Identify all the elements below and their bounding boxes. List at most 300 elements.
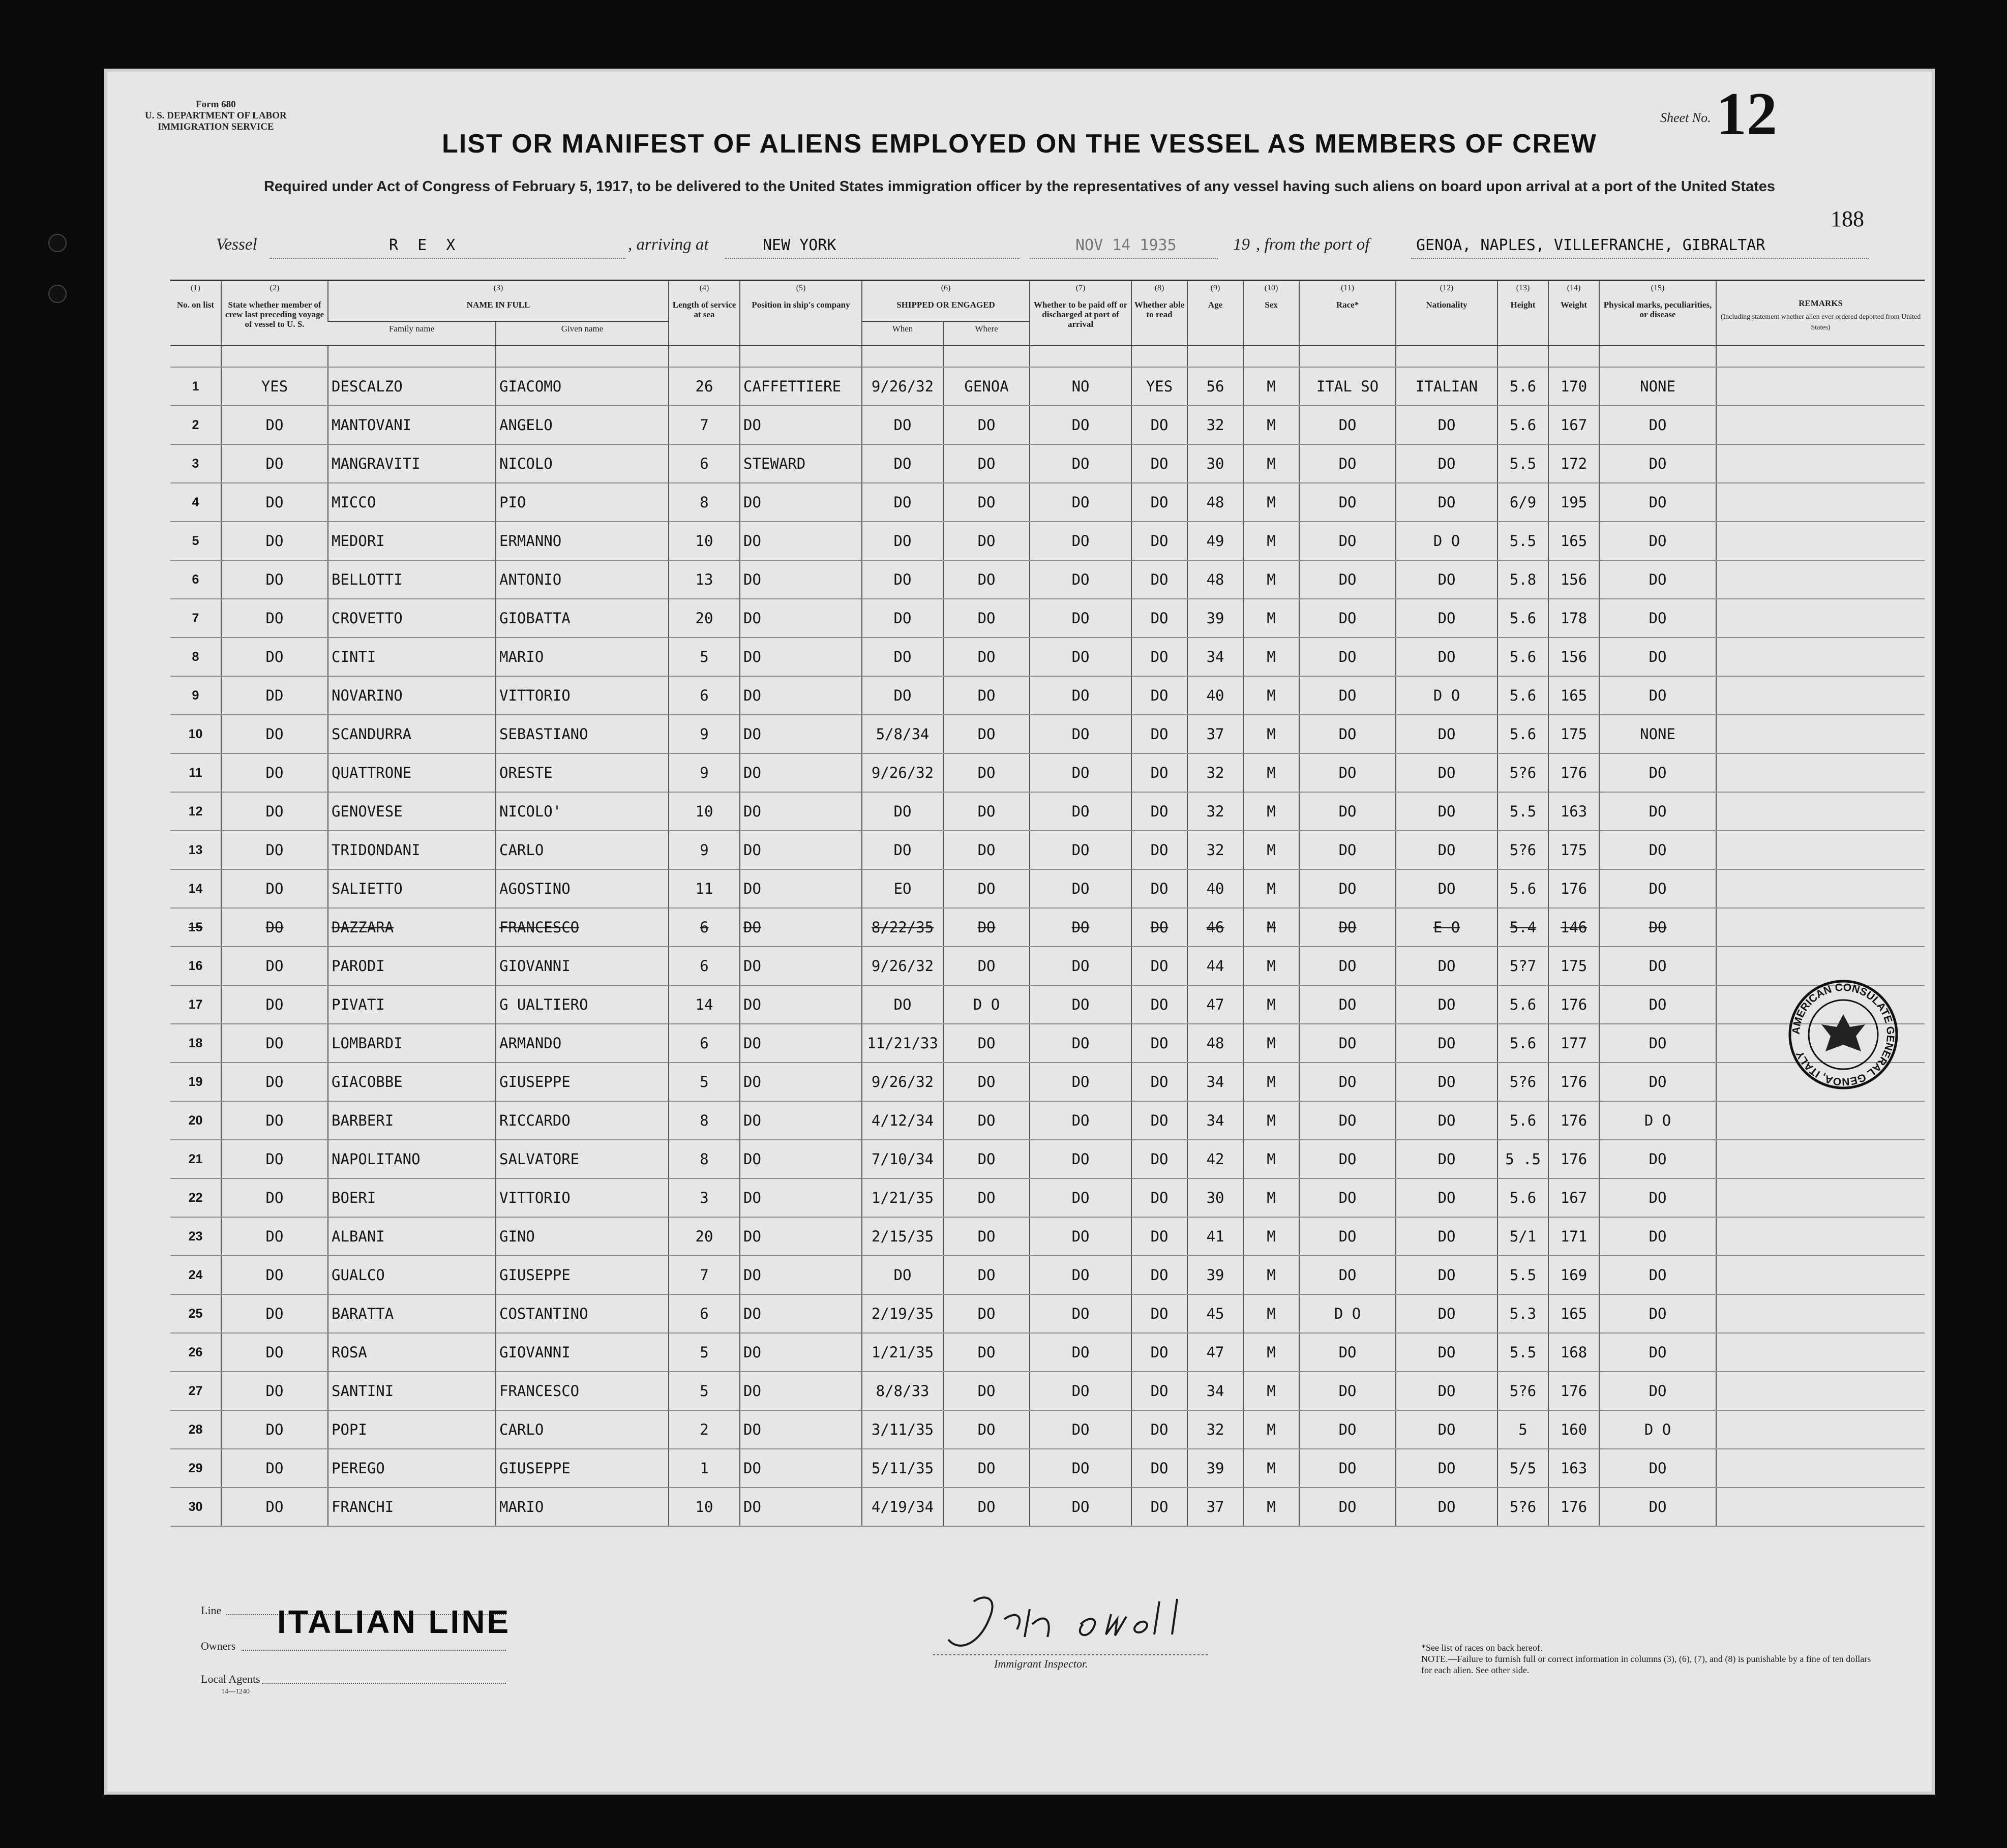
remarks-cell [1716,676,1925,715]
remarks-cell [1716,1140,1925,1178]
race-cell: DO [1299,1178,1396,1217]
position-cell: DO [740,1256,862,1294]
race-cell: DO [1299,908,1396,947]
paid-off-cell: DO [1030,1333,1131,1372]
age-cell: 48 [1187,1024,1243,1063]
physical-marks-cell: DO [1599,947,1716,985]
sex-cell: M [1243,599,1299,638]
position-cell: DO [740,1217,862,1256]
race-cell: DO [1299,406,1396,444]
col-header-no: (1) No. on list [170,281,221,346]
shipped-when-cell: 2/15/35 [862,1217,943,1256]
shipped-where-cell: DO [943,1449,1030,1488]
family-name-cell: BOERI [328,1178,496,1217]
position-cell: DO [740,1372,862,1410]
race-cell: DO [1299,638,1396,676]
remarks-cell [1716,1178,1925,1217]
nationality-cell: DO [1396,1410,1497,1449]
shipped-where-cell: DO [943,1488,1030,1526]
table-spacer [170,346,1925,367]
able-to-read-cell: DO [1131,908,1187,947]
able-to-read-cell: DO [1131,522,1187,560]
age-cell: 47 [1187,985,1243,1024]
able-to-read-cell: DO [1131,753,1187,792]
sex-cell: M [1243,483,1299,522]
nationality-cell: DO [1396,1372,1497,1410]
race-cell: DO [1299,483,1396,522]
service-length-cell: 20 [669,599,740,638]
race-cell: DO [1299,715,1396,753]
age-cell: 47 [1187,1333,1243,1372]
given-name-cell: GIUSEPPE [496,1449,669,1488]
remarks-cell [1716,1410,1925,1449]
table-row [170,676,1925,715]
given-name-cell: GIOVANNI [496,1333,669,1372]
sex-cell: M [1243,1410,1299,1449]
paid-off-cell: DO [1030,1024,1131,1063]
family-name-cell: DESCALZO [328,367,496,406]
nationality-cell: DO [1396,1178,1497,1217]
race-cell: DO [1299,792,1396,831]
weight-cell: 175 [1548,831,1599,869]
height-cell: 5?6 [1497,831,1548,869]
service-length-cell: 6 [669,676,740,715]
race-cell: DO [1299,1024,1396,1063]
table-row [170,947,1925,985]
family-name-cell: MANTOVANI [328,406,496,444]
table-row [170,908,1925,947]
table-row [170,1217,1925,1256]
position-cell: DO [740,985,862,1024]
row-number-cell: 22 [170,1178,221,1217]
position-cell: DO [740,1140,862,1178]
given-name-cell: RICCARDO [496,1101,669,1140]
col-header-where: Where [943,321,1030,346]
row-number-cell: 4 [170,483,221,522]
paid-off-cell: DO [1030,1449,1131,1488]
age-cell: 32 [1187,406,1243,444]
service-length-cell: 6 [669,1024,740,1063]
vessel-name: R E X [389,236,461,254]
nationality-cell: DO [1396,1256,1497,1294]
nationality-cell: DO [1396,1333,1497,1372]
col-header-weight: (14) Weight [1548,281,1599,346]
height-cell: 5.5 [1497,522,1548,560]
weight-cell: 165 [1548,522,1599,560]
col-header-service: (4) Length of service at sea [669,281,740,346]
nationality-cell: E O [1396,908,1497,947]
physical-marks-cell: NONE [1599,715,1716,753]
paid-off-cell: DO [1030,638,1131,676]
given-name-cell: NICOLO' [496,792,669,831]
height-cell: 5.6 [1497,869,1548,908]
col-header-paid-off: (7) Whether to be paid off or discharged at port of arrival [1030,281,1131,346]
agents-label: Local Agents [201,1673,260,1685]
able-to-read-cell: DO [1131,947,1187,985]
sex-cell: M [1243,753,1299,792]
age-cell: 34 [1187,1101,1243,1140]
given-name-cell: ORESTE [496,753,669,792]
physical-marks-cell: D O [1599,1101,1716,1140]
table-row [170,1256,1925,1294]
col-header-name: (3) NAME IN FULL [328,281,669,321]
height-cell: 6/9 [1497,483,1548,522]
nationality-cell: DO [1396,947,1497,985]
crew-status-cell: DO [221,1449,328,1488]
nationality-cell: D O [1396,522,1497,560]
service-length-cell: 14 [669,985,740,1024]
sex-cell: M [1243,1063,1299,1101]
sex-cell: M [1243,638,1299,676]
inspector-signature [928,1589,1213,1660]
crew-status-cell: DO [221,1140,328,1178]
family-name-cell: BARATTA [328,1294,496,1333]
table-row [170,483,1925,522]
shipped-when-cell: DO [862,444,943,483]
row-number-cell: 29 [170,1449,221,1488]
stamp-number: 188 [1831,206,1864,231]
col-header-shipped: (6) SHIPPED OR ENGAGED [862,281,1030,321]
family-name-cell: QUATTRONE [328,753,496,792]
row-number-cell: 25 [170,1294,221,1333]
physical-marks-cell: DO [1599,676,1716,715]
remarks-cell [1716,869,1925,908]
eagle-icon [1821,1014,1865,1051]
given-name-cell: SALVATORE [496,1140,669,1178]
family-name-cell: MANGRAVITI [328,444,496,483]
service-length-cell: 9 [669,715,740,753]
col-header-nationality: (12) Nationality [1396,281,1497,346]
age-cell: 34 [1187,638,1243,676]
sex-cell: M [1243,1178,1299,1217]
weight-cell: 195 [1548,483,1599,522]
paid-off-cell: DO [1030,792,1131,831]
crew-status-cell: DO [221,947,328,985]
nationality-cell: DO [1396,1024,1497,1063]
sex-cell: M [1243,522,1299,560]
able-to-read-cell: DO [1131,1101,1187,1140]
remarks-cell [1716,560,1925,599]
physical-marks-cell: DO [1599,1449,1716,1488]
shipped-when-cell: 9/26/32 [862,753,943,792]
vessel-label: Vessel [216,235,257,254]
shipped-where-cell: DO [943,599,1030,638]
physical-marks-cell: DO [1599,599,1716,638]
height-cell: 5.6 [1497,367,1548,406]
position-cell: DO [740,1024,862,1063]
remarks-cell [1716,1488,1925,1526]
shipped-when-cell: EO [862,869,943,908]
departure-ports: GENOA, NAPLES, VILLEFRANCHE, GIBRALTAR [1416,236,1765,254]
table-row [170,753,1925,792]
form-identifier [145,99,287,133]
owners-label: Owners [201,1640,236,1652]
age-cell: 32 [1187,1410,1243,1449]
shipped-where-cell: DO [943,483,1030,522]
race-cell: DO [1299,947,1396,985]
position-cell: DO [740,715,862,753]
physical-marks-cell: DO [1599,1178,1716,1217]
remarks-cell [1716,1333,1925,1372]
crew-status-cell: DO [221,1217,328,1256]
row-number-cell: 9 [170,676,221,715]
penalty-note: NOTE.—Failure to furnish full or correct information in columns (3), (6), (7), and (8) is punishable by a fine of ten dollars for each alien. See other side. [1421,1654,1871,1675]
paid-off-cell: DO [1030,406,1131,444]
family-name-cell: ROSA [328,1333,496,1372]
row-number-cell: 16 [170,947,221,985]
remarks-cell [1716,1372,1925,1410]
crew-status-cell: DO [221,1256,328,1294]
sex-cell: M [1243,792,1299,831]
height-cell: 5?6 [1497,1063,1548,1101]
able-to-read-cell: DO [1131,560,1187,599]
height-cell: 5.3 [1497,1294,1548,1333]
able-to-read-cell: DO [1131,1178,1187,1217]
remarks-cell [1716,1217,1925,1256]
col-header-marks: (15) Physical marks, peculiarities, or disease [1599,281,1716,346]
race-cell: DO [1299,1488,1396,1526]
sex-cell: M [1243,831,1299,869]
shipped-where-cell: DO [943,869,1030,908]
position-cell: DO [740,908,862,947]
nationality-cell: DO [1396,792,1497,831]
paid-off-cell: DO [1030,676,1131,715]
weight-cell: 176 [1548,1140,1599,1178]
sex-cell: M [1243,676,1299,715]
paid-off-cell: DO [1030,483,1131,522]
race-cell: DO [1299,1372,1396,1410]
shipped-where-cell: DO [943,1178,1030,1217]
physical-marks-cell: DO [1599,1294,1716,1333]
position-cell: DO [740,792,862,831]
given-name-cell: FRANCESCO [496,1372,669,1410]
row-number-cell: 8 [170,638,221,676]
paid-off-cell: NO [1030,367,1131,406]
able-to-read-cell: DO [1131,1449,1187,1488]
physical-marks-cell: DO [1599,1063,1716,1101]
family-name-cell: CINTI [328,638,496,676]
service-length-cell: 1 [669,1449,740,1488]
race-cell: DO [1299,753,1396,792]
table-row [170,831,1925,869]
shipped-where-cell: DO [943,1063,1030,1101]
height-cell: 5.6 [1497,676,1548,715]
weight-cell: 176 [1548,1488,1599,1526]
position-cell: DO [740,1101,862,1140]
manifest-sheet [104,69,1935,1795]
position-cell: DO [740,560,862,599]
table-row [170,638,1925,676]
given-name-cell: GIUSEPPE [496,1256,669,1294]
shipped-where-cell: D O [943,985,1030,1024]
paid-off-cell: DO [1030,522,1131,560]
height-cell: 5.8 [1497,560,1548,599]
family-name-cell: MEDORI [328,522,496,560]
row-number-cell: 18 [170,1024,221,1063]
age-cell: 46 [1187,908,1243,947]
race-cell: DO [1299,831,1396,869]
page-subtitle: Required under Act of Congress of February 5, 1917, to be delivered to the United States immigration officer by the representatives of any vessel having such aliens on board upon arrival at a port of the United States [263,178,1776,195]
given-name-cell: FRANCESCO [496,908,669,947]
service-length-cell: 3 [669,1178,740,1217]
nationality-cell: DO [1396,406,1497,444]
physical-marks-cell: DO [1599,406,1716,444]
paid-off-cell: DO [1030,1372,1131,1410]
weight-cell: 175 [1548,947,1599,985]
position-cell: DO [740,831,862,869]
sex-cell: M [1243,1256,1299,1294]
able-to-read-cell: DO [1131,1063,1187,1101]
table-row [170,1101,1925,1140]
physical-marks-cell: DO [1599,1333,1716,1372]
able-to-read-cell: DO [1131,985,1187,1024]
weight-cell: 165 [1548,676,1599,715]
col-header-remarks: REMARKS (Including statement whether alien ever ordered deported from United States) [1716,281,1925,346]
able-to-read-cell: DO [1131,1488,1187,1526]
age-cell: 32 [1187,753,1243,792]
paid-off-cell: DO [1030,1256,1131,1294]
physical-marks-cell: DO [1599,444,1716,483]
height-cell: 5.6 [1497,599,1548,638]
race-cell: DO [1299,1449,1396,1488]
family-name-cell: SCANDURRA [328,715,496,753]
crew-status-cell: DO [221,831,328,869]
family-name-cell: ALBANI [328,1217,496,1256]
age-cell: 39 [1187,1256,1243,1294]
shipped-when-cell: 8/8/33 [862,1372,943,1410]
department: U. S. DEPARTMENT OF LABOR [145,110,287,121]
shipped-where-cell: DO [943,831,1030,869]
shipped-when-cell: 9/26/32 [862,947,943,985]
shipped-when-cell: DO [862,831,943,869]
age-cell: 30 [1187,1178,1243,1217]
row-number-cell: 7 [170,599,221,638]
given-name-cell: SEBASTIANO [496,715,669,753]
service-length-cell: 9 [669,831,740,869]
seal-text: AMERICAN CONSULATE GENERAL GENOA, ITALY [1790,981,1897,1088]
family-name-cell: DAZZARA [328,908,496,947]
height-cell: 5.6 [1497,638,1548,676]
col-header-race: (11) Race* [1299,281,1396,346]
nationality-cell: DO [1396,1217,1497,1256]
crew-status-cell: DO [221,1410,328,1449]
sex-cell: M [1243,1294,1299,1333]
table-row [170,715,1925,753]
weight-cell: 171 [1548,1217,1599,1256]
physical-marks-cell: DO [1599,483,1716,522]
table-row [170,367,1925,406]
row-number-cell: 12 [170,792,221,831]
shipped-where-cell: DO [943,560,1030,599]
physical-marks-cell: DO [1599,1217,1716,1256]
paid-off-cell: DO [1030,1101,1131,1140]
service-length-cell: 6 [669,908,740,947]
weight-cell: 165 [1548,1294,1599,1333]
row-number-cell: 23 [170,1217,221,1256]
service-length-cell: 10 [669,792,740,831]
physical-marks-cell: DO [1599,869,1716,908]
shipped-where-cell: DO [943,753,1030,792]
position-cell: DO [740,1333,862,1372]
age-cell: 34 [1187,1063,1243,1101]
shipped-where-cell: GENOA [943,367,1030,406]
service-length-cell: 7 [669,406,740,444]
shipped-when-cell: DO [862,676,943,715]
service-length-cell: 20 [669,1217,740,1256]
family-name-cell: LOMBARDI [328,1024,496,1063]
given-name-cell: G UALTIERO [496,985,669,1024]
table-row [170,1333,1925,1372]
physical-marks-cell: DO [1599,1372,1716,1410]
crew-status-cell: DO [221,1372,328,1410]
shipped-where-cell: DO [943,715,1030,753]
shipped-when-cell: 5/11/35 [862,1449,943,1488]
nationality-cell: D O [1396,676,1497,715]
row-number-cell: 13 [170,831,221,869]
nationality-cell: ITALIAN [1396,367,1497,406]
table-row [170,1449,1925,1488]
shipped-where-cell: DO [943,908,1030,947]
row-number-cell: 19 [170,1063,221,1101]
service-length-cell: 2 [669,1410,740,1449]
family-name-cell: NOVARINO [328,676,496,715]
able-to-read-cell: YES [1131,367,1187,406]
given-name-cell: CARLO [496,831,669,869]
remarks-cell [1716,599,1925,638]
crew-status-cell: DO [221,753,328,792]
able-to-read-cell: DO [1131,444,1187,483]
nationality-cell: DO [1396,638,1497,676]
weight-cell: 176 [1548,869,1599,908]
age-cell: 48 [1187,560,1243,599]
shipped-when-cell: DO [862,792,943,831]
able-to-read-cell: DO [1131,599,1187,638]
position-cell: DO [740,947,862,985]
row-number-cell: 14 [170,869,221,908]
shipped-when-cell: 5/8/34 [862,715,943,753]
weight-cell: 176 [1548,985,1599,1024]
race-cell: DO [1299,1063,1396,1101]
able-to-read-cell: DO [1131,676,1187,715]
shipped-when-cell: DO [862,599,943,638]
shipped-when-cell: 1/21/35 [862,1178,943,1217]
shipped-when-cell: 4/19/34 [862,1488,943,1526]
weight-cell: 170 [1548,367,1599,406]
shipped-when-cell: 9/26/32 [862,1063,943,1101]
nationality-cell: DO [1396,869,1497,908]
weight-cell: 167 [1548,1178,1599,1217]
row-number-cell: 28 [170,1410,221,1449]
height-cell: 5 [1497,1410,1548,1449]
form-code: 14—1240 [221,1688,250,1695]
consulate-seal [1785,976,1902,1093]
shipped-when-cell: DO [862,560,943,599]
height-cell: 5.6 [1497,406,1548,444]
sex-cell: M [1243,367,1299,406]
nationality-cell: DO [1396,483,1497,522]
table-row [170,1024,1925,1063]
position-cell: DO [740,599,862,638]
crew-status-cell: DO [221,908,328,947]
shipped-when-cell: 3/11/35 [862,1410,943,1449]
given-name-cell: AGOSTINO [496,869,669,908]
shipped-when-cell: 8/22/35 [862,908,943,947]
age-cell: 49 [1187,522,1243,560]
age-cell: 56 [1187,367,1243,406]
paid-off-cell: DO [1030,753,1131,792]
age-cell: 30 [1187,444,1243,483]
remarks-cell [1716,831,1925,869]
